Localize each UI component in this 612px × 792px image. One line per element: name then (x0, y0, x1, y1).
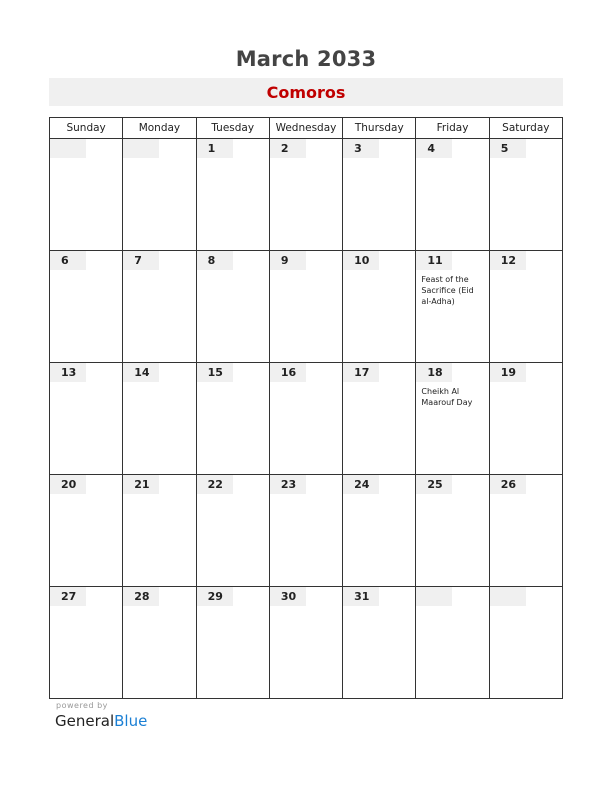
powered-by-label: powered by (56, 701, 108, 710)
week-row (50, 139, 563, 251)
day-cell (50, 475, 123, 587)
day-cell (489, 139, 562, 251)
day-number: 24 (343, 475, 379, 494)
day-cell (50, 251, 123, 363)
day-cell (416, 363, 489, 475)
country-banner (49, 78, 563, 106)
week-row (50, 363, 563, 475)
day-cell (489, 251, 562, 363)
day-number: 26 (490, 475, 526, 494)
weekday-header: Monday (123, 118, 196, 139)
week-row (50, 475, 563, 587)
weekday-header: Thursday (343, 118, 416, 139)
day-cell (343, 139, 416, 251)
day-number: 6 (50, 251, 86, 270)
country-name: Comoros (266, 83, 346, 102)
week-row (50, 251, 563, 363)
day-cell (343, 475, 416, 587)
weekday-header-row (50, 118, 563, 139)
day-cell (196, 475, 269, 587)
day-number: 3 (343, 139, 379, 158)
day-number: 21 (123, 475, 159, 494)
day-number: 12 (490, 251, 526, 270)
day-cell (489, 475, 562, 587)
day-cell (269, 475, 342, 587)
day-cell (343, 251, 416, 363)
day-number: 2 (270, 139, 306, 158)
day-number: 5 (490, 139, 526, 158)
day-cell (489, 363, 562, 475)
day-cell (269, 587, 342, 699)
weekday-header: Sunday (50, 118, 123, 139)
day-number: 16 (270, 363, 306, 382)
day-number: 20 (50, 475, 86, 494)
day-number: 29 (197, 587, 233, 606)
day-cell (123, 587, 196, 699)
weekday-header: Tuesday (196, 118, 269, 139)
day-number: 9 (270, 251, 306, 270)
weekday-header: Saturday (489, 118, 562, 139)
brand-logo[interactable] (55, 712, 147, 730)
day-number: 23 (270, 475, 306, 494)
day-number: 10 (343, 251, 379, 270)
calendar-grid (49, 117, 563, 699)
day-number: 11 (416, 251, 452, 270)
day-cell (123, 475, 196, 587)
day-cell (196, 139, 269, 251)
day-cell (196, 587, 269, 699)
day-number: 27 (50, 587, 86, 606)
day-number: 13 (50, 363, 86, 382)
day-cell (269, 363, 342, 475)
day-number: 28 (123, 587, 159, 606)
day-cell (123, 251, 196, 363)
day-cell (196, 363, 269, 475)
holiday-event: Cheikh Al Maarouf Day (421, 387, 473, 407)
day-cell (343, 587, 416, 699)
day-cell-empty (123, 139, 196, 251)
empty-day-shade (490, 587, 526, 606)
day-cell (269, 251, 342, 363)
day-cell-empty (489, 587, 562, 699)
day-cell (50, 363, 123, 475)
day-cell-empty (416, 587, 489, 699)
day-number: 18 (416, 363, 452, 382)
day-cell (416, 139, 489, 251)
day-cell (196, 251, 269, 363)
day-number: 7 (123, 251, 159, 270)
page-title: March 2033 (235, 47, 377, 71)
day-number: 22 (197, 475, 233, 494)
day-number: 25 (416, 475, 452, 494)
brand-blue: Blue (114, 712, 148, 730)
empty-day-shade (50, 139, 86, 158)
day-cell (416, 251, 489, 363)
day-number: 1 (197, 139, 233, 158)
brand-general: General (55, 712, 115, 730)
day-number: 31 (343, 587, 379, 606)
day-cell (269, 139, 342, 251)
day-number: 15 (197, 363, 233, 382)
empty-day-shade (416, 587, 452, 606)
holiday-event: Feast of the Sacrifice (Eid al-Adha) (421, 275, 474, 306)
day-number: 4 (416, 139, 452, 158)
day-number: 8 (197, 251, 233, 270)
day-number: 14 (123, 363, 159, 382)
day-number: 19 (490, 363, 526, 382)
day-number: 30 (270, 587, 306, 606)
weekday-header: Friday (416, 118, 489, 139)
day-cell (416, 475, 489, 587)
day-number: 17 (343, 363, 379, 382)
day-cell (343, 363, 416, 475)
week-row (50, 587, 563, 699)
weekday-header: Wednesday (269, 118, 342, 139)
day-cell (50, 587, 123, 699)
day-cell (123, 363, 196, 475)
empty-day-shade (123, 139, 159, 158)
day-cell-empty (50, 139, 123, 251)
